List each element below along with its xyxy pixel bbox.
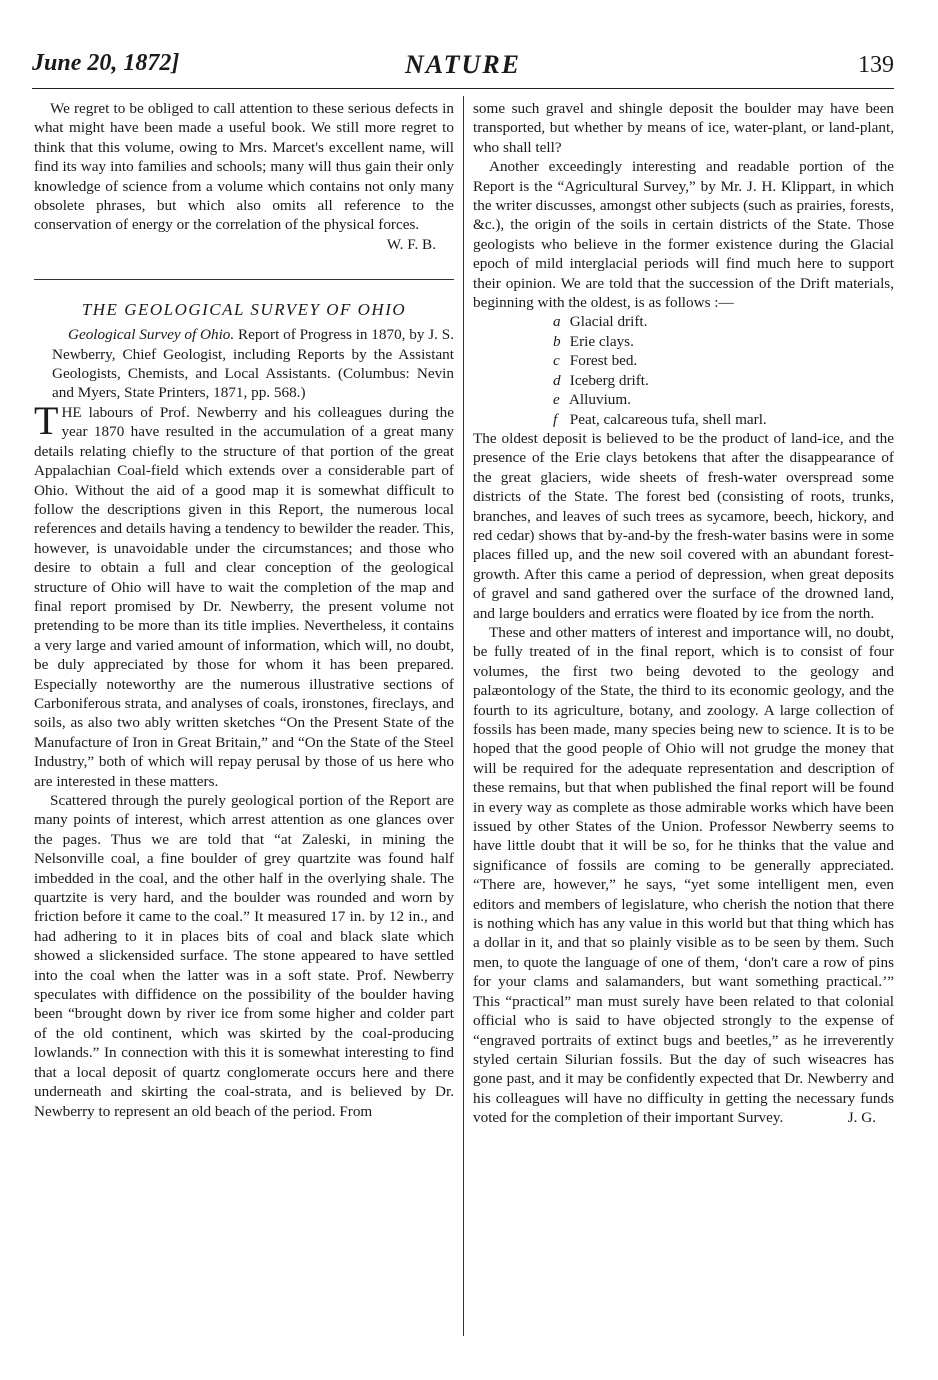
article-paragraph-2: Scattered through the purely geological portion of the Report are many points of interest, which arrest attention as one glances over the pages. Thus we are told that “at Zaleski, in mining the Nelsonville coal, a fine boulder of grey quartzite was found half imbedded in the coal, and the other half in the overlying shale. The quartzite is very hard, and the boulder was rounded and worn by friction before it came to the coal.” It measured 17 in. by 12 in., and had adhering to it in places bits of coal and black slate which showed a slickensided surface. The stone appeared to have settled into the coal when the latter was in a soft state. Prof. Newberry speculates with diffidence on the possibility of the boulder having been “brought down by river ice from some higher and colder part of the old continent, which was skirted by the coal-producing lowlands.” In connection with this it is somewhat interesting to find that a local deposit of quartz conglomerate occurs here and there underneath and skirting the coal-strata, and is believed by Dr. Newberry to represent an old beach of the period. From: [34, 792, 454, 1120]
article-paragraph-5: These and other matters of interest and importance will, no doubt, be fully treated of in the final report, which is to consist of four volumes, the first two being devoted to the geology and palæontology of the State, the third to its economic geology, and the fourth to its agriculture, botany, and zoology. A large collection of fossils has been made, many species being new to science. It is to be hoped that the good people of Ohio will not grudge the money that will be required for the adequate representation and description of these remains, but that when published the final report will be found in every way as complete as those admirable works which have been issued by other States of the Union. Professor Newberry seems to have little doubt that it will be so, for he thinks that the value and significance of fossils are coming to be generally appreciated. “There are, however,” he says, “yet some intelligent men, even editors and members of legislature, who cherish the notion that there is nothing which has any value in this world but that thing which has a dollar in it, and that so plainly visible as to be seen by them. Such men, to quote the language of one of them, ‘don't care a row of pins for your clams and salamanders, but want something practical.’” This “practical” man must surely have been related to that colonial official who is said to have objected strongly to the expense of “engraved portraits of extinct bugs and beetles,” as he irreverently styled certain Silurian fossils. But the day of such wiseacres has gone past, and it may be confidently expected that Dr. Newberry and his colleagues will have no difficulty in getting the necessary funds voted for the completion of their important Survey. J. G.: [473, 623, 894, 1127]
list-item: e Alluvium.: [553, 391, 631, 409]
list-item: b Erie clays.: [553, 332, 634, 350]
left-column: [34, 99, 454, 1121]
article-paragraph-4: The oldest deposit is believed to be the product of land-ice, and the presence of the Erie clays betokens that after the disappearance of the great glaciers, wide sheets of fresh-water overspread some districts of the State. The forest bed (consisting of roots, trunks, branches, and leaves of such trees as sycamore, beech, hickory, and red cedar) shows that by-and-by the fresh-water basins were in some places filled up, and the new soil covered with an abundant forest-growth. After this came a period of depression, when great deposits of gravel and sand gathered over the surface of the drowned land, and large boulders and erratics were floated by ice from the north.: [473, 429, 894, 622]
section-rule: [34, 279, 454, 280]
article-paragraph-continued: some such gravel and shingle deposit the boulder may have been transported, but whether by means of ice, water-plant, or land-plant, who shall tell?: [473, 100, 894, 156]
header-rule: [32, 88, 894, 89]
page-header: [32, 50, 894, 86]
issue-date: June 20, 1872]: [32, 50, 180, 76]
citation-details: Report of Progress in 1870, by J. S. Newberry, Chief Geologist, including Reports by the Assistant Geologists, Chemists, and Local Assistants. (Columbus: Nevin and Myers, State Printers, 1871, pp. 568.): [52, 326, 455, 402]
article-signature: J. G.: [847, 1109, 876, 1127]
book-citation: [34, 325, 454, 403]
article-paragraph-1: THE labours of Prof. Newberry and his colleagues during the year 1870 have resulted in the accumulation of a great many details relating chiefly to the structure of that portion of the great Appalachian Coal-field which extends over a considerable part of Ohio. Without the aid of a good map it is somewhat difficult to follow the descriptions given in this Report, the numerous local references and details having a tendency to bewilder the reader. This, however, is unavoidable under the circumstances; and those who desire to obtain a full and clear conception of the geological structure of Ohio will have to wait the completion of the map and final report promised by Dr. Newberry, the present volume not pretending to be more than its title implies. Nevertheless, it contains a very large and varied amount of information, which will, no doubt, be duly appreciated by those for whom it has been prepared. Especially noteworthy are the numerous illustrative sections of Carboniferous strata, and analyses of coals, ironstones, fireclays, and soils, as also two ably written sketches “On the Present State of the Manufacture of Iron in Great Britain,” and “On the State of the Steel Industry,” both of which will repay perusal by those of us here who are interested in these matters.: [34, 397, 454, 790]
right-column: [473, 99, 894, 1128]
review-closing-paragraph: We regret to be obliged to call attention to these serious defects in what might have been made a useful book. We still more regret to think that this volume, owing to Mrs. Marcet's excellent name, will find its way into families and schools; many will thus gain their only knowledge of science from a volume which contains not only many obsolete phrases, but which also omits all reference to the conservation of energy or the correlation of the physical forces. W. F. B.: [34, 100, 454, 253]
list-item: c Forest bed.: [553, 352, 638, 370]
page-number: 139: [858, 52, 894, 78]
citation-title: Geological Survey of Ohio.: [68, 326, 235, 344]
list-item: d Iceberg drift.: [553, 371, 649, 389]
list-item: f Peat, calcareous tufa, shell marl.: [553, 410, 767, 428]
list-item: a Glacial drift.: [553, 313, 648, 331]
review-signature: W. F. B.: [386, 235, 436, 253]
drop-cap: T: [34, 397, 59, 443]
drift-succession-list: [473, 312, 894, 428]
section-title: THE GEOLOGICAL SURVEY OF OHIO: [81, 299, 407, 319]
column-divider: [463, 96, 464, 1336]
journal-title: NATURE: [404, 50, 522, 79]
article-paragraph-3: Another exceedingly interesting and readable portion of the Report is the “Agricultural Survey,” by Mr. J. H. Klippart, in which the writer discusses, amongst other subjects (such as prairies, forests, &c.), the origin of the soils in certain districts of the State. Those geologists who believe in the former existence during the Glacial epoch of mild interglacial periods will find much here to support their opinion. We are told that the succession of the Drift materials, beginning with the oldest, is as follows :—: [473, 158, 894, 312]
